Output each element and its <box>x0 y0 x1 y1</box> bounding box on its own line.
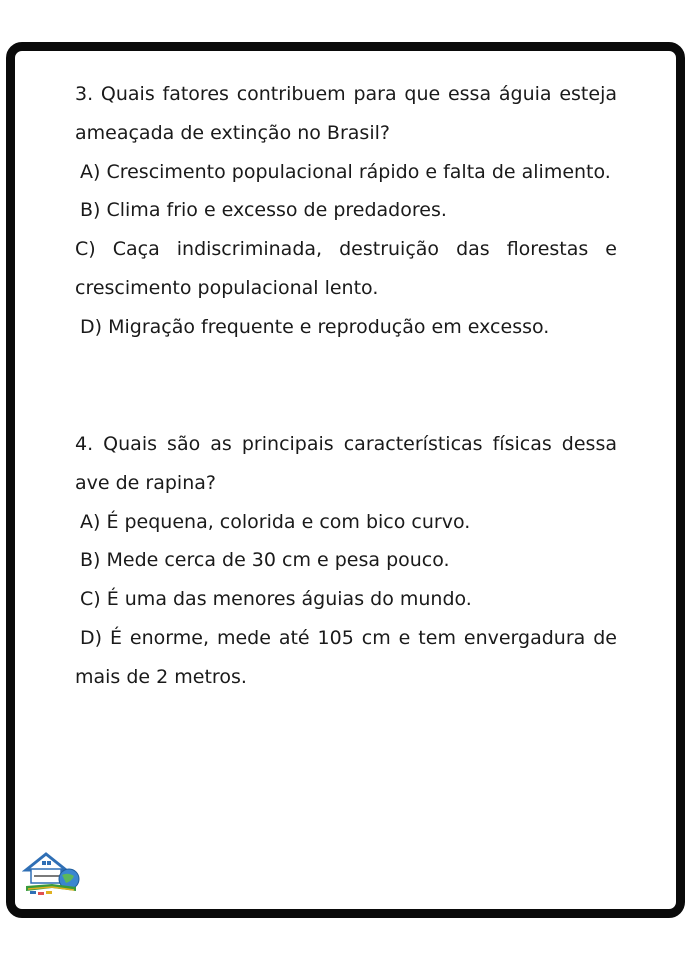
question-3-option-b: B) Clima frio e excesso de predadores. <box>80 199 447 222</box>
question-3-option-c-line-1: C) Caça indiscriminada, destruição das florestas e <box>75 238 617 261</box>
question-3-text-line-2: ameaçada de extinção no Brasil? <box>75 121 390 144</box>
question-3-option-c-line-2: crescimento populacional lento. <box>75 276 379 299</box>
question-3-text-line-1: 3. Quais fatores contribuem para que essa águia esteja <box>75 83 617 105</box>
question-4 <box>75 425 617 697</box>
question-4-option-d-line-2: mais de 2 metros. <box>75 665 247 688</box>
question-3 <box>75 75 617 347</box>
question-4-text-line-1: 4. Quais são as principais características físicas dessa <box>75 433 617 455</box>
question-4-option-b: B) Mede cerca de 30 cm e pesa pouco. <box>80 549 450 572</box>
question-4-option-a: A) É pequena, colorida e com bico curvo. <box>80 510 471 533</box>
question-3-option-a: A) Crescimento populacional rápido e falta de alimento. <box>80 160 611 183</box>
school-house-globe-logo-icon <box>22 848 82 898</box>
question-4-text-line-2: ave de rapina? <box>75 471 216 494</box>
question-3-option-d: D) Migração frequente e reprodução em excesso. <box>80 315 550 338</box>
question-4-option-d-line-1: D) É enorme, mede até 105 cm e tem envergadura de <box>80 626 617 649</box>
question-4-option-c: C) É uma das menores águias do mundo. <box>80 588 472 611</box>
